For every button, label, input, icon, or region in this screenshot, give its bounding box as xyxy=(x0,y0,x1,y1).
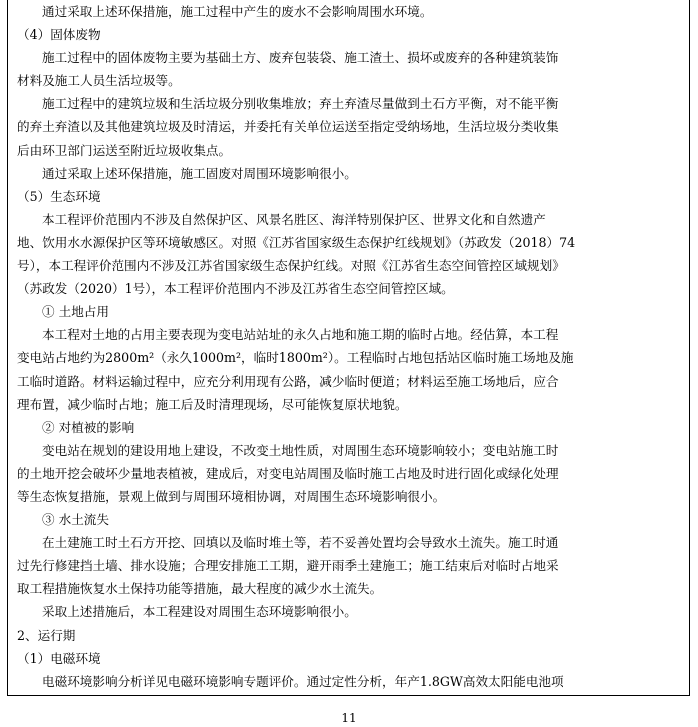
section-heading: 2、运行期 xyxy=(17,627,76,643)
text-line: 在土建施工时土石方开挖、回填以及临时堆土等，若不妥善处置均会导致水土流失。施工时通 xyxy=(42,535,559,551)
text-line: 材料及施工人员生活垃圾等。 xyxy=(17,73,181,89)
text-line: 本工程评价范围内不涉及自然保护区、风景名胜区、海洋特别保护区、世界文化和自然遗产 xyxy=(42,211,546,227)
text-line: 过先行修建挡土墙、排水设施；合理安排施工工期，避开雨季土建施工；施工结束后对临时占地采 xyxy=(17,558,559,574)
text-line: 电磁环境影响分析详见电磁环境影响专题评价。通过定性分析，年产1.8GW高效太阳能电池项 xyxy=(42,673,564,689)
section-heading: （5）生态环境 xyxy=(17,188,101,204)
text-line: 理布置，减少临时占地；施工后及时清理现场，尽可能恢复原状地貌。 xyxy=(17,396,408,412)
text-line: 等生态恢复措施，景观上做到与周围环境相协调，对周围生态环境影响很小。 xyxy=(17,488,446,504)
text-line: 地、饮用水水源保护区等环境敏感区。对照《江苏省国家级生态保护红线规划》（苏政发（2018）74 xyxy=(17,234,576,250)
text-line: 本工程对土地的占用主要表现为变电站站址的永久占地和施工期的临时占地。经估算，本工程 xyxy=(42,327,559,343)
text-line: 施工过程中的建筑垃圾和生活垃圾分别收集堆放；弃土弃渣尽量做到土石方平衡，对不能平衡 xyxy=(42,96,559,112)
text-line: 取工程措施恢复水土保持功能等措施，最大程度的减少水土流失。 xyxy=(17,581,383,597)
text-line: 号），本工程评价范围内不涉及江苏省国家级生态保护红线。对照《江苏省生态空间管控区域规划》 xyxy=(17,258,565,274)
text-line: 通过采取上述环保措施，施工固废对周围环境影响很小。 xyxy=(42,165,357,181)
subsection-heading: ③ 水土流失 xyxy=(42,512,109,528)
page-number: 11 xyxy=(341,711,357,725)
document-body xyxy=(7,0,690,696)
text-line: 变电站在规划的建设用地上建设，不改变土地性质，对周围生态环境影响较小；变电站施工时 xyxy=(42,442,559,458)
text-line: 的弃土弃渣以及其他建筑垃圾及时清运，并委托有关单位运送至指定受纳场地，生活垃圾分类收集 xyxy=(17,119,559,135)
text-line: 通过采取上述环保措施，施工过程中产生的废水不会影响周围水环境。 xyxy=(42,4,433,19)
text-line: 工临时道路。材料运输过程中，应充分利用现有公路，减少临时便道；材料运至施工场地后，应合 xyxy=(17,373,559,389)
text-line: 变电站占地约为2800m²（永久1000m²，临时1800m²）。工程临时占地包括站区临时施工场地及施 xyxy=(17,350,574,366)
subsection-heading: ② 对植被的影响 xyxy=(42,419,135,435)
section-heading: （4）固体废物 xyxy=(17,27,101,43)
text-line: 后由环卫部门运送至附近垃圾收集点。 xyxy=(17,142,232,158)
text-line: 采取上述措施后，本工程建设对周围生态环境影响很小。 xyxy=(42,604,357,620)
text-line: 施工过程中的固体废物主要为基础土方、废弃包装袋、施工渣土、损坏或废弃的各种建筑装饰 xyxy=(42,50,559,66)
text-line: 的土地开挖会破坏少量地表植被，建成后，对变电站周围及临时施工占地及时进行固化或绿化处理 xyxy=(17,465,559,481)
subsection-heading: ① 土地占用 xyxy=(42,304,109,320)
text-line xyxy=(17,693,680,696)
text-line: （苏政发（2020）1号），本工程评价范围内不涉及江苏省生态空间管控区域。 xyxy=(17,281,454,297)
section-heading: （1）电磁环境 xyxy=(17,650,101,666)
